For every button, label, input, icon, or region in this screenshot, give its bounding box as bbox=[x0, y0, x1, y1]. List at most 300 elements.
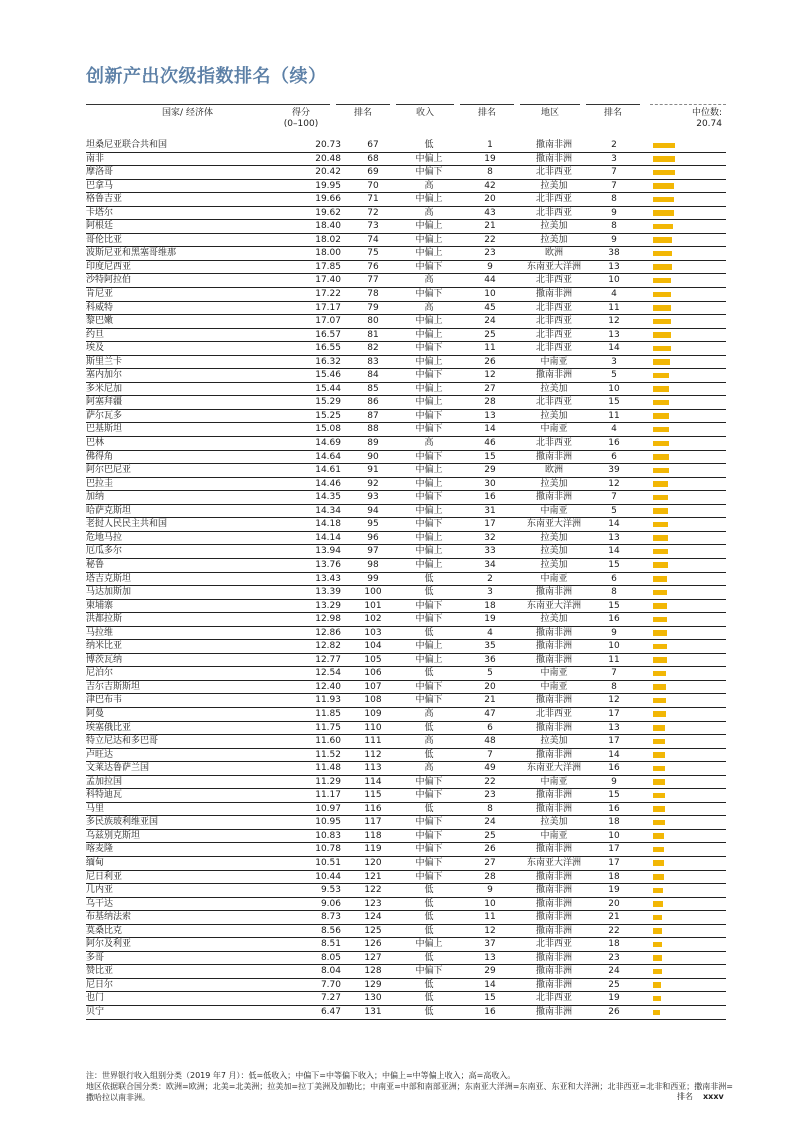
score-bar bbox=[653, 888, 663, 894]
cell-region: 拉美加 bbox=[540, 736, 568, 747]
cell-income-rank: 29 bbox=[484, 465, 496, 476]
cell-region-rank: 3 bbox=[611, 153, 617, 164]
score-bar bbox=[653, 400, 669, 406]
cell-region: 北非西亚 bbox=[535, 343, 572, 354]
cell-income-rank: 20 bbox=[484, 681, 496, 692]
cell-rank: 116 bbox=[364, 803, 382, 814]
table-row bbox=[86, 830, 726, 844]
cell-country-name: 塔吉克斯坦 bbox=[86, 573, 132, 584]
cell-income-group: 中偏上 bbox=[415, 546, 443, 557]
cell-region-rank: 38 bbox=[608, 248, 620, 259]
score-bar bbox=[653, 251, 672, 257]
cell-region: 撒南非洲 bbox=[535, 885, 572, 896]
cell-region: 撒南非洲 bbox=[535, 749, 572, 760]
score-bar bbox=[653, 711, 666, 717]
cell-country-name: 埃塞俄比亚 bbox=[86, 722, 132, 733]
cell-rank: 109 bbox=[364, 708, 382, 719]
cell-region-rank: 20 bbox=[608, 898, 620, 909]
score-bar bbox=[653, 197, 674, 203]
score-bar bbox=[653, 644, 667, 650]
cell-score: 14.14 bbox=[315, 532, 341, 543]
cell-score: 12.98 bbox=[315, 614, 341, 625]
score-bar bbox=[653, 508, 668, 514]
cell-rank: 87 bbox=[367, 410, 379, 421]
cell-country-name: 洪都拉斯 bbox=[86, 614, 123, 625]
cell-income-group: 中偏下 bbox=[415, 167, 443, 178]
cell-region: 撒南非洲 bbox=[535, 803, 572, 814]
cell-income-rank: 24 bbox=[484, 817, 496, 828]
table-row bbox=[86, 708, 726, 722]
cell-region: 拉美加 bbox=[540, 478, 568, 489]
cell-income-rank: 20 bbox=[484, 194, 496, 205]
cell-region: 拉美加 bbox=[540, 383, 568, 394]
cell-region: 北非西亚 bbox=[535, 708, 572, 719]
cell-region-rank: 5 bbox=[611, 370, 617, 381]
table-row bbox=[86, 667, 726, 681]
cell-country-name: 佛得角 bbox=[86, 451, 114, 462]
cell-region: 中南亚 bbox=[540, 356, 568, 367]
cell-score: 12.86 bbox=[315, 627, 341, 638]
score-bar bbox=[653, 535, 668, 541]
cell-rank: 73 bbox=[367, 221, 379, 232]
table-row bbox=[86, 220, 726, 234]
table-row bbox=[86, 451, 726, 465]
table-row bbox=[86, 965, 726, 979]
cell-score: 10.44 bbox=[315, 871, 341, 882]
cell-score: 10.78 bbox=[315, 844, 341, 855]
cell-income-group: 中偏上 bbox=[415, 234, 443, 245]
cell-country-name: 几内亚 bbox=[86, 885, 114, 896]
cell-income-rank: 16 bbox=[484, 1007, 496, 1017]
cell-country-name: 南非 bbox=[86, 153, 105, 164]
cell-score: 19.66 bbox=[315, 194, 341, 205]
cell-country-name: 阿尔巴尼亚 bbox=[86, 465, 132, 476]
cell-income-group: 中偏下 bbox=[415, 871, 443, 882]
table-row bbox=[86, 938, 726, 952]
table-row bbox=[86, 180, 726, 194]
cell-score: 17.22 bbox=[315, 289, 341, 300]
table-row bbox=[86, 545, 726, 559]
score-bar bbox=[653, 698, 666, 704]
cell-income-group: 低 bbox=[424, 898, 434, 909]
cell-income-rank: 32 bbox=[484, 532, 496, 543]
cell-region-rank: 10 bbox=[608, 383, 620, 394]
cell-rank: 75 bbox=[367, 248, 379, 259]
cell-income-rank: 42 bbox=[484, 180, 496, 191]
cell-income-group: 中偏下 bbox=[415, 424, 443, 435]
cell-income-rank: 45 bbox=[484, 302, 496, 313]
cell-rank: 67 bbox=[367, 140, 379, 150]
cell-region-rank: 10 bbox=[608, 641, 620, 652]
cell-income-rank: 16 bbox=[484, 492, 496, 503]
cell-region: 撒南非洲 bbox=[535, 952, 572, 963]
cell-rank: 108 bbox=[364, 695, 382, 706]
score-bar bbox=[653, 441, 669, 447]
score-bar bbox=[653, 1010, 660, 1016]
score-bar bbox=[653, 346, 671, 352]
cell-income-rank: 26 bbox=[484, 844, 496, 855]
cell-income-group: 低 bbox=[424, 722, 434, 733]
cell-income-group: 低 bbox=[424, 140, 434, 150]
cell-income-rank: 28 bbox=[484, 397, 496, 408]
cell-country-name: 多民族玻利维亚国 bbox=[86, 817, 159, 828]
cell-country-name: 埃及 bbox=[86, 343, 105, 354]
cell-region: 东南亚大洋洲 bbox=[526, 600, 581, 611]
cell-country-name: 阿曼 bbox=[86, 708, 105, 719]
cell-income-rank: 14 bbox=[484, 424, 496, 435]
header-rank: 排名 bbox=[336, 104, 390, 138]
cell-rank: 130 bbox=[364, 993, 382, 1004]
score-bar bbox=[653, 183, 674, 189]
score-bar bbox=[653, 305, 671, 311]
cell-region: 北非西亚 bbox=[535, 194, 572, 205]
score-bar bbox=[653, 725, 665, 731]
cell-score: 6.47 bbox=[320, 1007, 341, 1017]
score-bar bbox=[653, 359, 670, 365]
cell-score: 11.93 bbox=[315, 695, 341, 706]
cell-income-group: 中偏下 bbox=[415, 790, 443, 801]
cell-rank: 113 bbox=[364, 763, 382, 774]
cell-income-rank: 30 bbox=[484, 478, 496, 489]
cell-country-name: 文莱达鲁萨兰国 bbox=[86, 763, 150, 774]
cell-rank: 114 bbox=[364, 776, 382, 787]
table-row bbox=[86, 573, 726, 587]
table-row bbox=[86, 613, 726, 627]
cell-country-name: 阿根廷 bbox=[86, 221, 114, 232]
cell-country-name: 卡塔尔 bbox=[86, 207, 114, 218]
page-number: xxxv bbox=[703, 1092, 724, 1101]
footer-label: 排名 bbox=[677, 1092, 693, 1101]
cell-income-group: 中偏下 bbox=[415, 614, 443, 625]
cell-region: 撒南非洲 bbox=[535, 492, 572, 503]
cell-score: 13.39 bbox=[315, 587, 341, 598]
cell-region: 北非西亚 bbox=[535, 939, 572, 950]
cell-income-rank: 12 bbox=[484, 370, 496, 381]
score-bar bbox=[653, 860, 664, 866]
cell-region: 欧洲 bbox=[544, 465, 563, 476]
cell-region-rank: 7 bbox=[611, 180, 617, 191]
cell-score: 11.52 bbox=[315, 749, 341, 760]
cell-score: 14.34 bbox=[315, 505, 341, 516]
cell-rank: 99 bbox=[367, 573, 379, 584]
cell-country-name: 乌干达 bbox=[86, 898, 114, 909]
cell-country-name: 多哥 bbox=[86, 952, 105, 963]
cell-income-rank: 23 bbox=[484, 790, 496, 801]
cell-score: 13.94 bbox=[315, 546, 341, 557]
table-row bbox=[86, 911, 726, 925]
score-bar bbox=[653, 549, 668, 555]
cell-region: 东南亚大洋洲 bbox=[526, 763, 581, 774]
cell-region: 北非西亚 bbox=[535, 167, 572, 178]
cell-rank: 100 bbox=[364, 587, 382, 598]
cell-income-rank: 24 bbox=[484, 316, 496, 327]
cell-rank: 107 bbox=[364, 681, 382, 692]
cell-income-rank: 43 bbox=[484, 207, 496, 218]
score-bar bbox=[653, 562, 668, 568]
cell-country-name: 马达加斯加 bbox=[86, 587, 132, 598]
cell-region: 拉美加 bbox=[540, 817, 568, 828]
cell-income-group: 低 bbox=[424, 749, 434, 760]
cell-rank: 95 bbox=[367, 519, 379, 530]
cell-rank: 104 bbox=[364, 641, 382, 652]
cell-rank: 77 bbox=[367, 275, 379, 286]
table-row bbox=[86, 139, 726, 153]
score-bar bbox=[653, 874, 664, 880]
cell-income-rank: 5 bbox=[487, 668, 493, 679]
cell-region-rank: 13 bbox=[608, 261, 620, 272]
cell-score: 10.97 bbox=[315, 803, 341, 814]
cell-income-rank: 3 bbox=[487, 587, 493, 598]
cell-region: 撒南非洲 bbox=[535, 925, 572, 936]
cell-region-rank: 19 bbox=[608, 885, 620, 896]
cell-score: 15.08 bbox=[315, 424, 341, 435]
cell-score: 12.82 bbox=[315, 641, 341, 652]
score-bar bbox=[653, 969, 662, 975]
cell-rank: 127 bbox=[364, 952, 382, 963]
cell-income-group: 中偏下 bbox=[415, 343, 443, 354]
table-row bbox=[86, 762, 726, 776]
cell-region-rank: 6 bbox=[611, 573, 617, 584]
score-bar bbox=[653, 657, 667, 663]
cell-region: 拉美加 bbox=[540, 532, 568, 543]
cell-region: 北非西亚 bbox=[535, 316, 572, 327]
cell-region: 撒南非洲 bbox=[535, 912, 572, 923]
cell-score: 12.77 bbox=[315, 654, 341, 665]
page-footer bbox=[677, 1091, 724, 1102]
header-score: 得分 (0–100) bbox=[272, 104, 330, 138]
cell-region: 拉美加 bbox=[540, 180, 568, 191]
cell-country-name: 约旦 bbox=[86, 329, 105, 340]
cell-rank: 88 bbox=[367, 424, 379, 435]
cell-region: 北非西亚 bbox=[535, 302, 572, 313]
page-title: 创新产出次级指数排名（续） bbox=[86, 66, 327, 87]
cell-rank: 80 bbox=[367, 316, 379, 327]
cell-income-group: 高 bbox=[424, 207, 434, 218]
table-row bbox=[86, 600, 726, 614]
score-bar bbox=[653, 901, 663, 907]
cell-country-name: 巴拉圭 bbox=[86, 478, 114, 489]
cell-country-name: 布基纳法索 bbox=[86, 912, 132, 923]
cell-income-group: 低 bbox=[424, 912, 434, 923]
cell-income-group: 中偏下 bbox=[415, 289, 443, 300]
cell-rank: 103 bbox=[364, 627, 382, 638]
cell-region: 撒南非洲 bbox=[535, 844, 572, 855]
score-bar bbox=[653, 413, 669, 419]
cell-region-rank: 5 bbox=[611, 505, 617, 516]
cell-region: 拉美加 bbox=[540, 614, 568, 625]
table-row bbox=[86, 694, 726, 708]
cell-rank: 124 bbox=[364, 912, 382, 923]
cell-income-group: 中偏上 bbox=[415, 194, 443, 205]
cell-region: 东南亚大洋洲 bbox=[526, 519, 581, 530]
cell-rank: 70 bbox=[367, 180, 379, 191]
cell-income-group: 高 bbox=[424, 302, 434, 313]
cell-rank: 98 bbox=[367, 559, 379, 570]
cell-region-rank: 13 bbox=[608, 532, 620, 543]
cell-region: 北非西亚 bbox=[535, 329, 572, 340]
cell-country-name: 孟加拉国 bbox=[86, 776, 123, 787]
cell-score: 12.40 bbox=[315, 681, 341, 692]
cell-rank: 93 bbox=[367, 492, 379, 503]
cell-income-group: 中偏下 bbox=[415, 830, 443, 841]
cell-rank: 128 bbox=[364, 966, 382, 977]
cell-region: 北非西亚 bbox=[535, 275, 572, 286]
table-row bbox=[86, 166, 726, 180]
cell-region-rank: 9 bbox=[611, 234, 617, 245]
score-bar bbox=[653, 603, 667, 609]
cell-country-name: 尼日尔 bbox=[86, 979, 114, 990]
cell-income-rank: 31 bbox=[484, 505, 496, 516]
table-header bbox=[0, 104, 793, 138]
cell-rank: 83 bbox=[367, 356, 379, 367]
cell-region-rank: 15 bbox=[608, 397, 620, 408]
cell-income-group: 低 bbox=[424, 803, 434, 814]
cell-score: 11.48 bbox=[315, 763, 341, 774]
cell-region-rank: 24 bbox=[608, 966, 620, 977]
score-bar bbox=[653, 495, 668, 501]
cell-score: 15.29 bbox=[315, 397, 341, 408]
cell-region-rank: 17 bbox=[608, 857, 620, 868]
table-row bbox=[86, 261, 726, 275]
cell-income-group: 高 bbox=[424, 736, 434, 747]
cell-region: 撒南非洲 bbox=[535, 871, 572, 882]
cell-region: 中南亚 bbox=[540, 668, 568, 679]
cell-rank: 105 bbox=[364, 654, 382, 665]
cell-region-rank: 7 bbox=[611, 668, 617, 679]
table-row bbox=[86, 789, 726, 803]
table-row bbox=[86, 423, 726, 437]
cell-rank: 126 bbox=[364, 939, 382, 950]
table-row bbox=[86, 586, 726, 600]
cell-country-name: 斯里兰卡 bbox=[86, 356, 123, 367]
score-bar bbox=[653, 264, 672, 270]
table-row bbox=[86, 437, 726, 451]
cell-income-group: 低 bbox=[424, 573, 434, 584]
cell-rank: 117 bbox=[364, 817, 382, 828]
cell-income-rank: 9 bbox=[487, 261, 493, 272]
cell-region-rank: 13 bbox=[608, 722, 620, 733]
cell-income-rank: 4 bbox=[487, 627, 493, 638]
cell-score: 9.06 bbox=[320, 898, 341, 909]
cell-region-rank: 14 bbox=[608, 749, 620, 760]
cell-region: 撒南非洲 bbox=[535, 722, 572, 733]
score-bar bbox=[653, 156, 675, 162]
cell-region: 北非西亚 bbox=[535, 397, 572, 408]
cell-income-rank: 44 bbox=[484, 275, 496, 286]
cell-income-rank: 10 bbox=[484, 289, 496, 300]
cell-region-rank: 11 bbox=[608, 654, 620, 665]
cell-region: 北非西亚 bbox=[535, 438, 572, 449]
table-row bbox=[86, 302, 726, 316]
score-bar bbox=[653, 779, 665, 785]
cell-score: 17.17 bbox=[315, 302, 341, 313]
cell-region-rank: 16 bbox=[608, 614, 620, 625]
table-row bbox=[86, 410, 726, 424]
table-row bbox=[86, 925, 726, 939]
cell-country-name: 塞内加尔 bbox=[86, 370, 123, 381]
cell-country-name: 危地马拉 bbox=[86, 532, 123, 543]
cell-rank: 118 bbox=[364, 830, 382, 841]
cell-rank: 123 bbox=[364, 898, 382, 909]
cell-rank: 78 bbox=[367, 289, 379, 300]
cell-score: 20.42 bbox=[315, 167, 341, 178]
cell-region-rank: 9 bbox=[611, 207, 617, 218]
table-row bbox=[86, 884, 726, 898]
cell-region-rank: 23 bbox=[608, 952, 620, 963]
cell-score: 8.05 bbox=[320, 952, 341, 963]
cell-country-name: 尼日利亚 bbox=[86, 871, 123, 882]
cell-income-group: 低 bbox=[424, 1007, 434, 1017]
cell-region: 拉美加 bbox=[540, 546, 568, 557]
cell-country-name: 科特迪瓦 bbox=[86, 790, 123, 801]
cell-country-name: 肯尼亚 bbox=[86, 289, 114, 300]
cell-income-group: 高 bbox=[424, 708, 434, 719]
cell-income-group: 中偏上 bbox=[415, 397, 443, 408]
cell-score: 18.40 bbox=[315, 221, 341, 232]
cell-country-name: 黎巴嫩 bbox=[86, 316, 114, 327]
table-row bbox=[86, 532, 726, 546]
cell-score: 7.70 bbox=[320, 979, 341, 990]
cell-rank: 97 bbox=[367, 546, 379, 557]
table-row bbox=[86, 627, 726, 641]
table-row bbox=[86, 369, 726, 383]
cell-rank: 86 bbox=[367, 397, 379, 408]
cell-income-rank: 48 bbox=[484, 736, 496, 747]
cell-score: 17.07 bbox=[315, 316, 341, 327]
cell-rank: 79 bbox=[367, 302, 379, 313]
score-bar bbox=[653, 481, 668, 487]
cell-score: 19.95 bbox=[315, 180, 341, 191]
cell-region: 撒南非洲 bbox=[535, 695, 572, 706]
cell-rank: 115 bbox=[364, 790, 382, 801]
score-bar bbox=[653, 170, 675, 176]
cell-region-rank: 18 bbox=[608, 817, 620, 828]
cell-rank: 122 bbox=[364, 885, 382, 896]
cell-region-rank: 6 bbox=[611, 451, 617, 462]
cell-country-name: 津巴布韦 bbox=[86, 695, 123, 706]
cell-region: 撒南非洲 bbox=[535, 790, 572, 801]
table-row bbox=[86, 640, 726, 654]
table-row bbox=[86, 153, 726, 167]
score-bar bbox=[653, 454, 669, 460]
score-bar bbox=[653, 468, 669, 474]
cell-rank: 120 bbox=[364, 857, 382, 868]
cell-region-rank: 8 bbox=[611, 587, 617, 598]
cell-income-group: 低 bbox=[424, 979, 434, 990]
cell-country-name: 缅甸 bbox=[86, 857, 105, 868]
cell-income-group: 中偏上 bbox=[415, 329, 443, 340]
cell-score: 16.32 bbox=[315, 356, 341, 367]
cell-income-group: 中偏下 bbox=[415, 519, 443, 530]
cell-country-name: 博茨瓦纳 bbox=[86, 654, 123, 665]
table-row bbox=[86, 722, 726, 736]
cell-country-name: 哥伦比亚 bbox=[86, 234, 123, 245]
cell-income-rank: 10 bbox=[484, 898, 496, 909]
cell-region-rank: 8 bbox=[611, 681, 617, 692]
cell-country-name: 厄瓜多尔 bbox=[86, 546, 123, 557]
table-row bbox=[86, 654, 726, 668]
cell-region: 拉美加 bbox=[540, 410, 568, 421]
cell-score: 13.76 bbox=[315, 559, 341, 570]
cell-region-rank: 10 bbox=[608, 275, 620, 286]
header-region: 地区 bbox=[520, 104, 580, 138]
table-row bbox=[86, 478, 726, 492]
cell-region-rank: 11 bbox=[608, 410, 620, 421]
cell-region: 中南亚 bbox=[540, 573, 568, 584]
cell-region: 撒南非洲 bbox=[535, 641, 572, 652]
cell-region-rank: 14 bbox=[608, 519, 620, 530]
cell-region-rank: 7 bbox=[611, 167, 617, 178]
